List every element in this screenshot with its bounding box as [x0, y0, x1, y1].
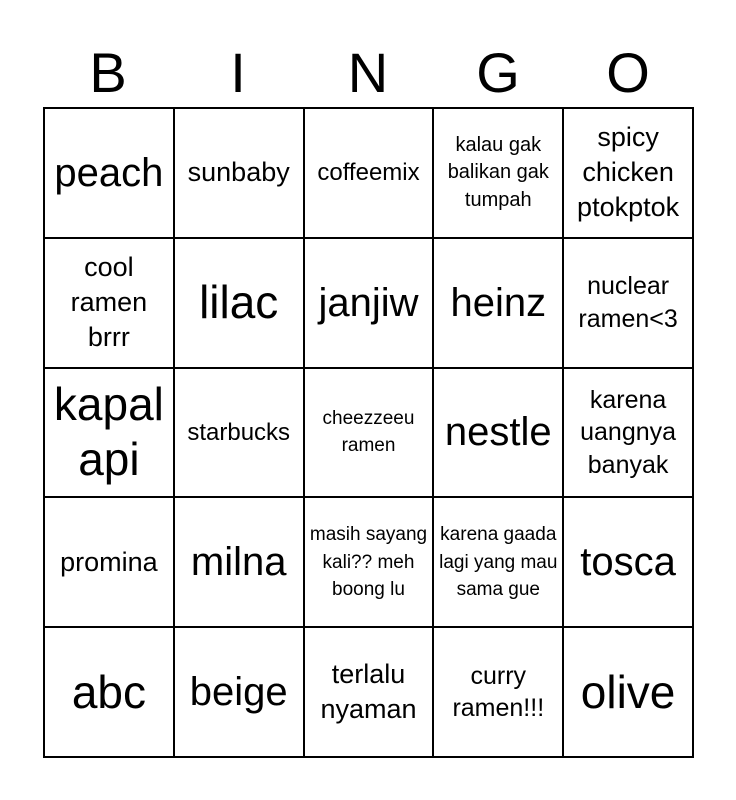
cell-label: spicy chicken ptokptok: [577, 122, 680, 223]
bingo-cell-r3c3[interactable]: [304, 368, 434, 498]
cell-label: kalau gak balikan gak tumpah: [447, 133, 549, 211]
bingo-cell-r2c5[interactable]: [563, 238, 693, 368]
cell-label: milna: [190, 540, 287, 585]
bingo-cell-r1c2[interactable]: [174, 108, 304, 238]
bingo-cell-r1c1[interactable]: [44, 108, 174, 238]
bingo-cell-r5c2[interactable]: [174, 627, 304, 757]
cell-label: starbucks: [187, 418, 291, 446]
cell-label: nestle: [444, 410, 552, 455]
bingo-cell-r5c3[interactable]: [304, 627, 434, 757]
cell-label: olive: [580, 665, 676, 718]
bingo-cell-r2c4[interactable]: [433, 238, 563, 368]
header-letter-b: B: [89, 41, 127, 104]
bingo-cell-r3c1[interactable]: [44, 368, 174, 498]
header-letter-i: I: [230, 41, 246, 104]
header-letter-o: O: [606, 41, 650, 104]
bingo-cell-r2c1[interactable]: [44, 238, 174, 368]
bingo-cell-r4c2[interactable]: [174, 497, 304, 627]
bingo-cell-r1c5[interactable]: [563, 108, 693, 238]
cell-label: cheezzeeu ramen: [322, 407, 415, 457]
cell-label: coffeemix: [317, 159, 420, 187]
cell-label: beige: [189, 670, 288, 715]
cell-label: abc: [71, 665, 146, 718]
cell-label: terlalu nyaman: [320, 659, 417, 725]
bingo-header: [43, 38, 693, 108]
bingo-cell-r2c2[interactable]: [174, 238, 304, 368]
bingo-cell-r1c3[interactable]: [304, 108, 434, 238]
bingo-cell-r5c1[interactable]: [44, 627, 174, 757]
cell-label: cool ramen brrr: [70, 252, 148, 353]
cell-label: kapal api: [53, 378, 164, 486]
header-letter-n: N: [347, 41, 389, 104]
bingo-cell-r3c5[interactable]: [563, 368, 693, 498]
cell-label: karena gaada lagi yang mau sama gue: [439, 523, 558, 601]
bingo-cell-r3c2[interactable]: [174, 368, 304, 498]
cell-label: peach: [54, 150, 164, 195]
cell-label: karena uangnya banyak: [580, 385, 677, 479]
header-letter-g: G: [476, 41, 520, 104]
bingo-cell-r4c5[interactable]: [563, 497, 693, 627]
cell-label: heinz: [450, 280, 547, 325]
cell-label: nuclear ramen<3: [578, 272, 678, 333]
cell-label: janjiw: [318, 280, 419, 325]
bingo-cell-r5c4[interactable]: [433, 627, 563, 757]
cell-label: curry ramen!!!: [452, 661, 545, 723]
cell-label: promina: [60, 546, 158, 577]
bingo-cell-r2c3[interactable]: [304, 238, 434, 368]
cell-label: tosca: [580, 540, 676, 585]
cell-label: masih sayang kali?? meh boong lu: [309, 523, 428, 601]
bingo-cell-r3c4[interactable]: [433, 368, 563, 498]
bingo-cell-r4c4[interactable]: [433, 497, 563, 627]
bingo-cell-r5c5[interactable]: [563, 627, 693, 757]
cell-label: lilac: [199, 276, 279, 329]
cell-label: sunbaby: [187, 157, 290, 188]
bingo-cell-r1c4[interactable]: [433, 108, 563, 238]
bingo-cell-r4c1[interactable]: [44, 497, 174, 627]
bingo-board: [43, 107, 694, 758]
bingo-cell-r4c3[interactable]: [304, 497, 434, 627]
